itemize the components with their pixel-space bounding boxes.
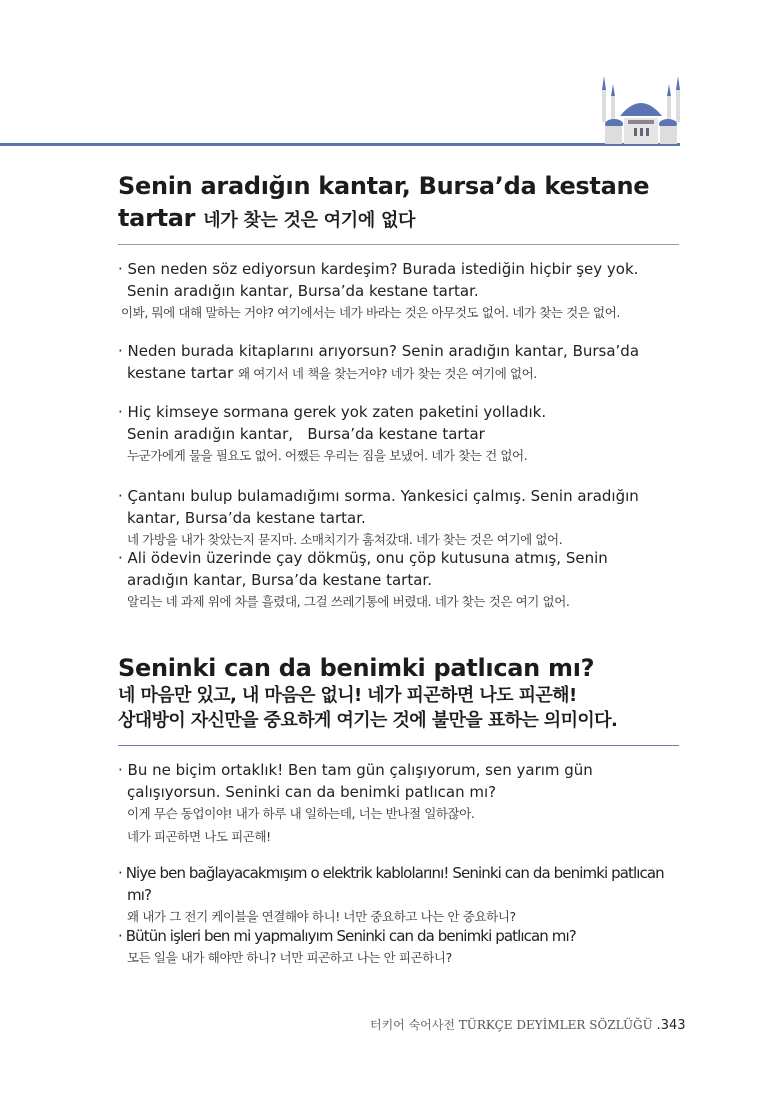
example-item <box>118 401 688 466</box>
example-item <box>118 547 688 612</box>
example-korean: 왜 내가 그 전기 케이블을 연결해야 하니! 너만 중요하고 나는 안 중요하니? <box>127 909 516 924</box>
idiom-meaning: 네가 찾는 것은 여기에 없다 <box>203 210 416 231</box>
page-number: .343 <box>656 1018 686 1033</box>
example-item <box>118 485 688 550</box>
example-korean: 누군가에게 물을 필요도 없어. 어쨌든 우리는 짐을 보냈어. 네가 찾는 건 없어. <box>127 448 528 463</box>
example-turkish: Senin aradığın kantar, Bursa’da kestane tartar. <box>127 282 479 300</box>
divider <box>118 244 679 245</box>
example-korean: 왜 여기서 네 책을 찾는거야? 네가 찾는 것은 여기에 없어. <box>238 366 537 381</box>
example-korean: 모든 일을 내가 해야만 하니? 너만 피곤하고 나는 안 피곤하니? <box>127 950 452 965</box>
example-turkish: Senin aradığın kantar, Bursa’da kestane tartar <box>127 425 485 443</box>
example-turkish: · Neden burada kitaplarını arıyorsun? Senin aradığın kantar, Bursa’da <box>118 342 640 360</box>
example-turkish: · Ali ödevin üzerinde çay dökmüş, onu çöp kutusuna atmış, Senin <box>118 549 608 567</box>
example-item <box>118 258 688 323</box>
example-korean: 이게 무슨 동업이야! 내가 하루 내 일하는데, 너는 반나절 일하잖아. <box>127 806 475 821</box>
example-turkish: · Çantanı bulup bulamadığımı sorma. Yankesici çalmış. Senin aradığın <box>118 487 639 505</box>
book-title: 터키어 숙어사전 TÜRKÇE DEYİMLER SÖZLÜĞÜ <box>370 1018 653 1032</box>
example-item <box>118 340 688 384</box>
idiom-title-2: Seninki can da benimki patlıcan mı? <box>118 654 595 682</box>
example-turkish: · Hiç kimseye sormana gerek yok zaten paketini yolladık. <box>118 403 547 421</box>
example-korean: 알리는 네 과제 위에 차를 흘렸대, 그걸 쓰레기통에 버렸대. 네가 찾는 것은 여기 없어. <box>127 594 570 609</box>
example-item <box>118 759 688 847</box>
idiom-title-line1: Senin aradığın kantar, Bursa’da kestane <box>118 172 650 200</box>
example-turkish: · Bütün işleri ben mi yapmalıyım Seninki can da benimki patlıcan mı? <box>118 927 576 945</box>
example-turkish: kantar, Bursa’da kestane tartar. <box>127 509 366 527</box>
example-item <box>118 925 688 968</box>
example-turkish: kestane tartar <box>127 364 234 382</box>
idiom-meaning: 네 마음만 있고, 내 마음은 없니! 네가 피곤하면 나도 피곤해! <box>118 685 577 706</box>
page-footer <box>370 1016 686 1033</box>
divider <box>118 745 679 746</box>
idiom-title-1 <box>118 170 649 237</box>
example-turkish: aradığın kantar, Bursa’da kestane tartar. <box>127 571 432 589</box>
example-turkish: çalışıyorsun. Seninki can da benimki patlıcan mı? <box>127 783 497 801</box>
header-rule <box>0 143 680 146</box>
example-turkish: · Sen neden söz ediyorsun kardeşim? Burada istediğin hiçbir şey yok. <box>118 260 639 278</box>
example-korean: 이봐, 뭐에 대해 말하는 거야? 여기에서는 네가 바라는 것은 아무것도 없어. 네가 찾는 것은 없어. <box>121 305 620 320</box>
idiom-explanation: 상대방이 자신만을 중요하게 여기는 것에 불만을 표하는 의미이다. <box>118 710 618 731</box>
example-turkish: · Bu ne biçim ortaklık! Ben tam gün çalışıyorum, sen yarım gün <box>118 761 593 779</box>
mosque-icon <box>596 76 686 144</box>
example-item <box>118 862 688 927</box>
example-korean: 네 가방을 내가 찾았는지 묻지마. 소매치기가 훔쳐갔대. 네가 찾는 것은 여기에 없어. <box>127 532 563 547</box>
example-turkish: · Niye ben bağlayacakmışım o elektrik kablolarını! Seninki can da benimki patlıcan mı? <box>118 864 664 904</box>
example-korean: 네가 피곤하면 나도 피곤해! <box>127 829 271 844</box>
idiom-title-line2: tartar <box>118 204 196 232</box>
